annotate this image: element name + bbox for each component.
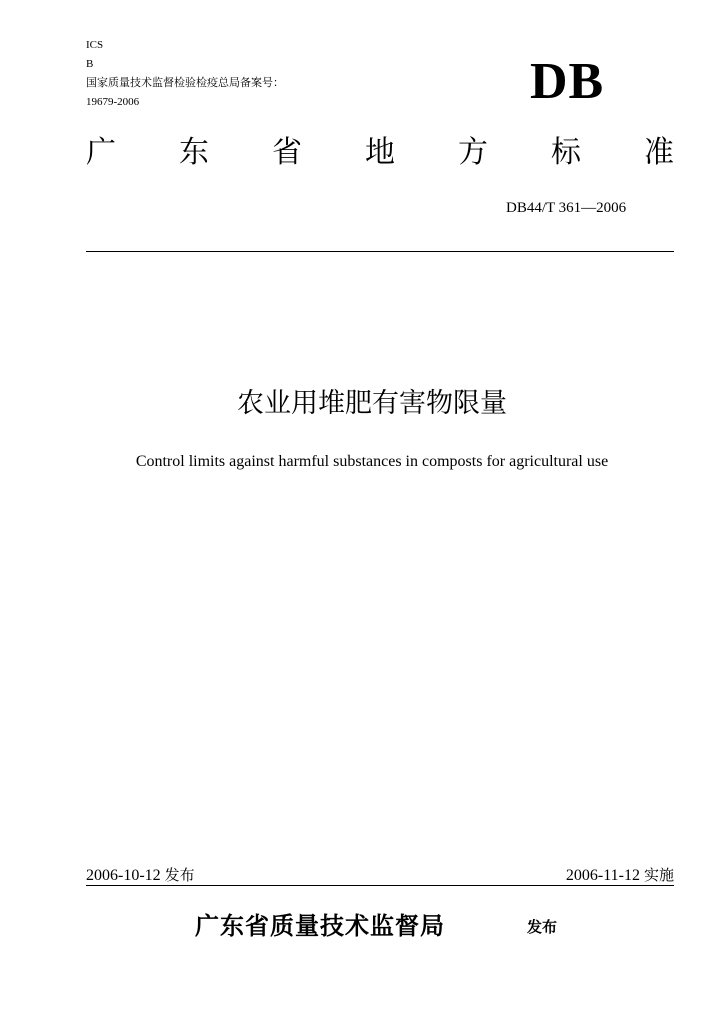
filing-number: 19679-2006: [86, 96, 140, 108]
filing-label: 国家质量技术监督检验检疫总局备案号：: [86, 76, 284, 89]
publish-date-line: [86, 865, 195, 886]
document-title-chinese: 农业用堆肥有害物限量: [237, 388, 507, 419]
standard-type-char: 地: [365, 135, 395, 170]
standard-type-char: 准: [644, 135, 674, 170]
ics-label: ICS: [86, 39, 104, 51]
issuer-suffix: 发布: [527, 918, 558, 936]
standard-type-char: 省: [272, 135, 302, 170]
implement-label: 实施: [643, 866, 674, 884]
publish-label: 发布: [164, 866, 195, 884]
db-logo: DB: [530, 53, 605, 110]
standard-type-char: 标: [551, 135, 581, 170]
standard-type-char: 方: [458, 135, 488, 170]
standard-type-char: 广: [86, 135, 116, 170]
footer-divider: [86, 885, 674, 886]
implement-date-line: [566, 865, 674, 886]
document-title-english: Control limits against harmful substances in composts for agricultural use: [135, 453, 609, 470]
issuer-name: 广东省质量技术监督局: [195, 912, 445, 940]
implement-date: 2006-11-12: [565, 867, 640, 884]
category-code: B: [86, 58, 94, 70]
header-divider: [86, 251, 674, 252]
publish-date: 2006-10-12: [86, 867, 161, 884]
standard-number: DB44/T 361—2006: [506, 200, 627, 216]
standard-type-char: 东: [179, 135, 209, 170]
standard-type-heading: [86, 136, 674, 170]
